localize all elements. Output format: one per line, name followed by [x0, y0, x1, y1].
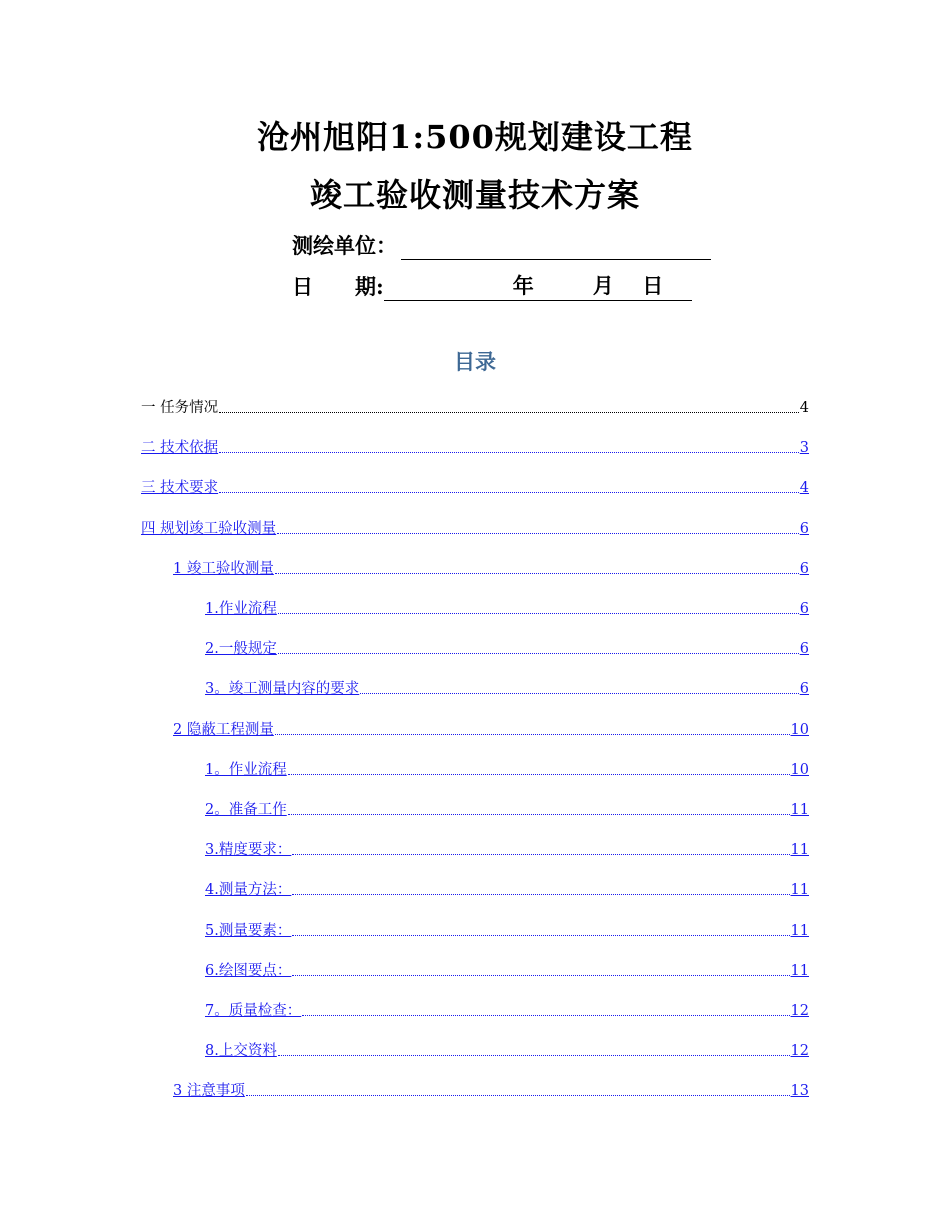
toc-leader-dots	[278, 1054, 790, 1056]
toc-entry-page: 6	[799, 520, 809, 537]
toc-entry[interactable]	[205, 758, 809, 780]
toc-entry[interactable]	[141, 436, 809, 458]
toc-entry-page: 12	[790, 1003, 809, 1019]
toc-entry-label: 1.作业流程	[205, 601, 277, 617]
toc-entry	[141, 396, 809, 418]
toc-entry-page: 12	[790, 1043, 809, 1060]
toc-heading: 目录	[454, 349, 496, 374]
survey-unit-blank	[401, 235, 711, 260]
toc-entry-label: 1 竣工验收测量	[173, 560, 274, 577]
date-blank	[384, 273, 692, 301]
toc-entry-label: 3。竣工测量内容的要求	[205, 681, 360, 698]
toc-entry[interactable]	[205, 959, 809, 981]
toc-entry-label: 6.绘图要点：	[205, 962, 292, 979]
toc-entry-label: 三 技术要求	[141, 480, 219, 497]
toc-leader-dots	[360, 692, 799, 694]
toc-leader-dots	[275, 733, 790, 735]
date-month: 月	[592, 273, 614, 298]
toc-entry[interactable]	[173, 718, 809, 740]
toc-entry-page: 10	[790, 721, 809, 738]
date-year: 年	[512, 273, 534, 298]
survey-unit-label: 测绘单位：	[292, 233, 397, 258]
toc-entry-label: 2.一般规定	[205, 641, 277, 658]
toc-entry-page: 10	[790, 761, 809, 778]
toc-entry[interactable]	[205, 637, 809, 659]
toc-entry-label: 8.上交资料	[205, 1043, 277, 1060]
toc-entry[interactable]	[205, 878, 809, 900]
toc-leader-dots	[302, 1014, 789, 1016]
toc-entry-label: 四 规划竣工验收测量	[141, 520, 277, 537]
toc-entry[interactable]	[205, 798, 809, 820]
toc-leader-dots	[278, 612, 799, 614]
toc-leader-dots	[292, 893, 789, 895]
toc-leader-dots	[288, 773, 790, 775]
toc-entry-page: 11	[790, 922, 809, 939]
toc-entry-label: 一 任务情况	[141, 400, 219, 416]
toc-entry-label: 2 隐蔽工程测量	[173, 721, 274, 738]
toc-entry[interactable]	[205, 677, 809, 699]
toc-entry-label: 3 注意事项	[173, 1083, 245, 1100]
toc-entry[interactable]	[205, 597, 809, 619]
toc-entry[interactable]	[173, 1079, 809, 1101]
toc-entry[interactable]	[205, 999, 809, 1021]
toc-leader-dots	[219, 411, 799, 413]
table-of-contents	[0, 396, 950, 1116]
date-row	[292, 271, 692, 301]
document-title-line1: 沧州旭阳1:500规划建设工程	[257, 118, 693, 156]
toc-entry-page: 11	[790, 882, 809, 899]
toc-entry-page: 6	[799, 560, 809, 577]
toc-leader-dots	[278, 652, 799, 654]
toc-entry[interactable]	[141, 476, 809, 498]
toc-entry-label: 二 技术依据	[141, 440, 219, 457]
toc-entry-label: 4.测量方法：	[205, 882, 292, 899]
document-title-line2: 竣工验收测量技术方案	[309, 176, 640, 214]
toc-entry-label: 7。质量检查：	[205, 1003, 302, 1019]
toc-leader-dots	[219, 491, 799, 493]
toc-leader-dots	[246, 1094, 790, 1096]
toc-entry[interactable]	[205, 838, 809, 860]
toc-leader-dots	[288, 813, 790, 815]
toc-leader-dots	[219, 451, 799, 453]
toc-entry[interactable]	[205, 1039, 809, 1061]
toc-entry-page: 3	[799, 440, 809, 457]
toc-entry-label: 2。准备工作	[205, 802, 287, 818]
toc-leader-dots	[292, 934, 789, 936]
date-label: 日 期:	[292, 274, 384, 299]
toc-leader-dots	[277, 532, 799, 534]
toc-entry[interactable]	[173, 557, 809, 579]
toc-entry-label: 5.测量要素：	[205, 922, 292, 939]
toc-entry-page: 6	[799, 641, 809, 658]
toc-entry-page: 4	[799, 480, 809, 497]
toc-entry-label: 1。作业流程	[205, 761, 287, 778]
toc-entry-page: 13	[790, 1083, 809, 1100]
toc-entry[interactable]	[205, 919, 809, 941]
toc-leader-dots	[292, 853, 789, 855]
toc-entry-page: 6	[799, 681, 809, 698]
toc-entry-page: 11	[790, 962, 809, 979]
toc-entry-label: 3.精度要求：	[205, 842, 292, 859]
toc-leader-dots	[292, 974, 789, 976]
toc-entry-page: 4	[799, 400, 809, 416]
toc-entry-page: 11	[790, 842, 809, 859]
toc-entry[interactable]	[141, 517, 809, 539]
toc-leader-dots	[275, 572, 799, 574]
toc-entry-page: 6	[799, 601, 809, 617]
survey-unit-row	[292, 230, 711, 260]
date-day: 日	[642, 273, 664, 298]
toc-entry-page: 11	[790, 802, 809, 818]
